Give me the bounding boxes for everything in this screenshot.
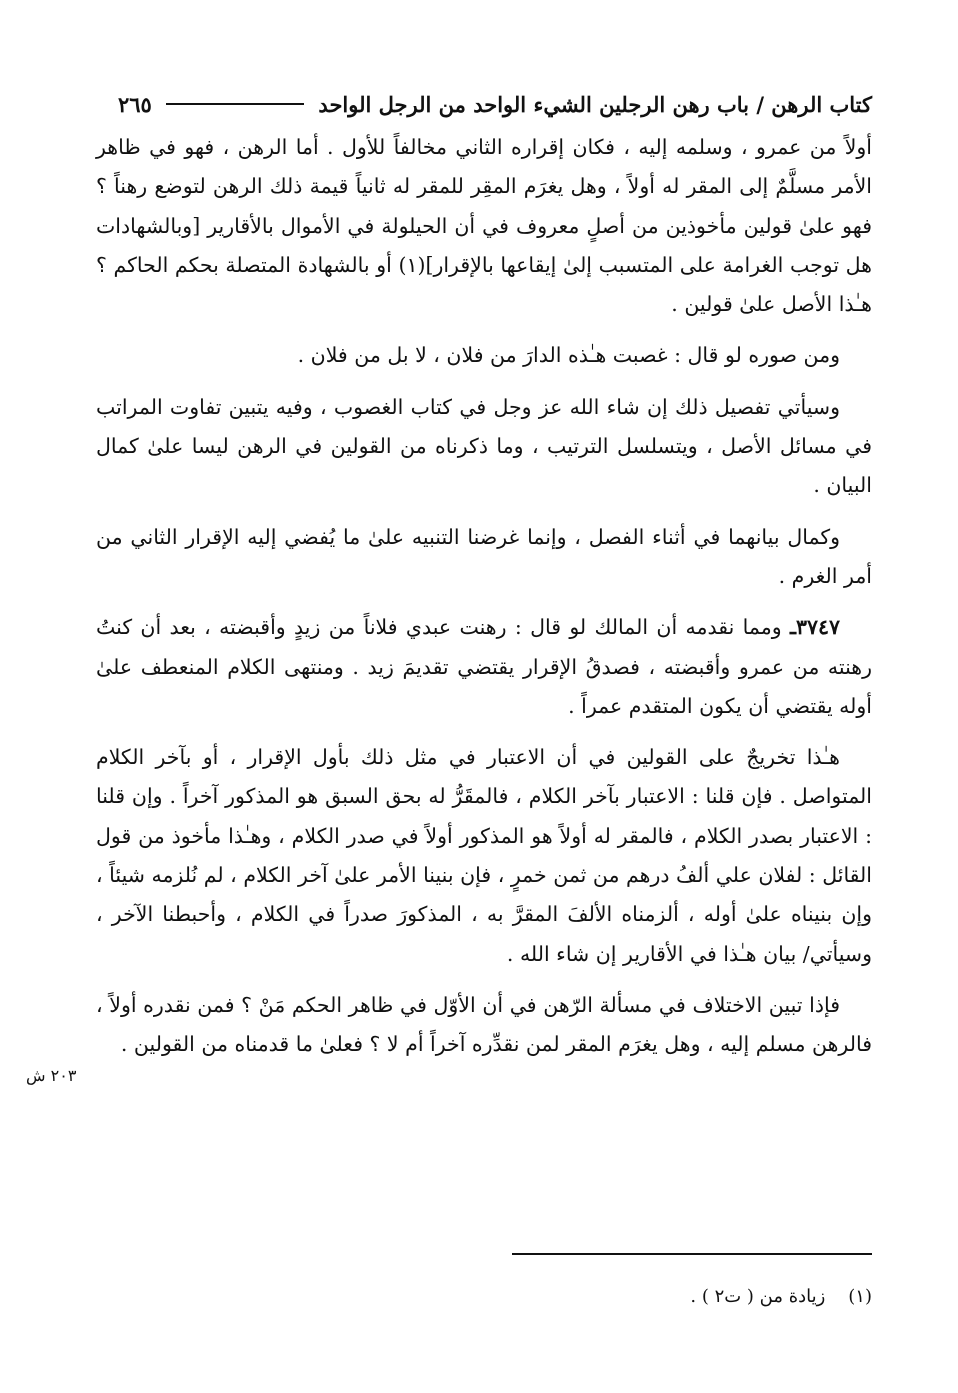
footnote [300, 1286, 872, 1307]
page-number: ٢٦٥ [118, 91, 152, 117]
header-rule [166, 103, 305, 105]
paragraph: ومن صوره لو قال : غصبت هـٰذه الدارَ من فلان ، لا بل من فلان . [297, 343, 840, 368]
running-header [118, 84, 872, 124]
footnote-marker: (١) [848, 1286, 872, 1307]
paragraph: وكمال بيانهما في أثناء الفصل ، وإنما غرضنا التنبيه علىٰ ما يُفضي إليه الإقرار الثاني من أمر الغرم . [96, 524, 872, 588]
paragraph: فإذا تبين الاختلاف في مسألة الرّهن في أن الأوّل في ظاهر الحكم مَنْ ؟ فمن نقدره أولاً ، فالرهن مسلم إليه ، وهل يغرَم المقر لمن نقدِّره آخراً أم لا ؟ فعلىٰ ما قدمناه من القولين . [96, 992, 872, 1057]
header-title: كتاب الرهن / باب رهن الرجلين الشيء الواحد من الرجل الواحد [318, 91, 872, 117]
paragraph-numbered [96, 608, 872, 726]
margin-note: ٢٠٣ ش [26, 1066, 77, 1085]
footnote-rule [512, 1253, 872, 1255]
footnote-text: زيادة من ( ت٢ ) . [690, 1286, 826, 1307]
main-text [96, 128, 872, 1065]
paragraph: وسيأتي تفصيل ذلك إن شاء الله عز وجل في كتاب الغصوب ، وفيه يتبين تفاوت المراتب في مسائل الأصل ، ويتسلسل الترتيب ، وما ذكرناه من القولين في الرهن ليسا علىٰ كمال البيان . [96, 394, 872, 498]
paragraph-text: ومما نقدمه أن المالك لو قال : رهنت عبدي فلاناً من زيدٍ وأقبضته ، بعد أن كنتُ رهنته من عمرو وأقبضته ، فصدقُ الإقرار يقتضي تقديمَ زيد . ومنتهى الكلام المنعطف علىٰ أوله يقتضي أن يكون المتقدم عمراً . [96, 615, 872, 718]
paragraph: أولاً من عمرو ، وسلمه إليه ، فكان إقراره الثاني مخالفاً للأول . أما الرهن ، فهو في ظاهر الأمر مسلَّمٌ إلى المقر له أولاً ، وهل يغرَم المقِر للمقر له ثانياً قيمة ذلك الرهن لتوضع رهناً ؟ فهو علىٰ قولين مأخوذين من أصلٍ معروف في أن الحيلولة في الأموال بالأقارير [وبالشهادات هل توجب الغرامة على المتسبب إلىٰ إيقاعها بالإقرار](١) أو بالشهادة المتصلة بحكم الحاكم ؟ هـٰذا الأصل علىٰ قولين . [96, 135, 872, 317]
paragraph-number: ٣٧٤٧ـ [789, 615, 840, 640]
paragraph: هـٰذا تخريجٌ على القولين في أن الاعتبار في مثل ذلك بأول الإقرار ، أو بآخر الكلام المتواصل . فإن قلنا : الاعتبار بآخر الكلام ، فالمقَرُّ له بحق السبق هو المذكور آخراً . وإن قلنا : الاعتبار بصدر الكلام ، فالمقر له أولاً هو المذكور أولاً في صدر الكلام ، وهـٰذا مأخوذ من قول القائل : لفلان علي ألفُ درهم من ثمن خمرٍ ، فإن بنينا الأمر علىٰ آخر الكلام ، لم نُلزمه شيئاً ، وإن بنيناه علىٰ أوله ، ألزمناه الألفَ المقرَّ به ، المذكورَ صدراً في الكلام ، وأحبطنا الآخر ، وسيأتي/ بيان هـٰذا في الأقارير إن شاء الله . [96, 745, 872, 966]
